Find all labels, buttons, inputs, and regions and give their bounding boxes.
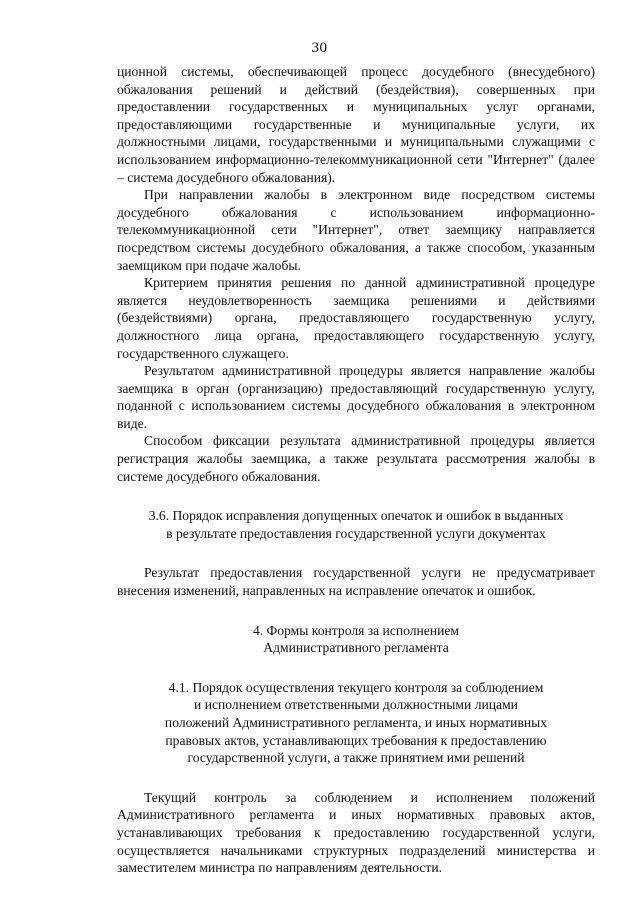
- paragraph-current-control: Текущий контроль за соблюдением и исполнением положений Административного регламента и иных нормативных правовых актов, устанавливающих требования к предоставлению государственной услуги, осуществляется начальниками структурных подразделений министерства и заместителем министра по направлениям деятельности.: [117, 789, 595, 876]
- page-number: 30: [311, 40, 328, 56]
- heading-line: 4. Формы контроля за исполнением: [252, 622, 460, 638]
- paragraph-electronic-complaint: При направлении жалобы в электронном виде посредством системы досудебного обжалования с использованием информационно-телекоммуникационной сети "Интернет", ответ заемщику направляется посредством системы досудебного обжалования, а также способом, указанным заемщиком при подаче жалобы.: [117, 187, 595, 273]
- section-4-1-heading: [117, 679, 595, 767]
- heading-line: правовых актов, устанавливающих требования к предоставлению: [165, 732, 547, 748]
- heading-line: 4.1. Порядок осуществления текущего контроля за соблюдением: [168, 679, 544, 695]
- paragraph-decision-criterion: Критерием принятия решения по данной административной процедуре является неудовлетворенность заемщика решениями и действиями (бездействиями) органа, предоставляющего государственную услугу, должностного лица органа, предоставляющего государственную услугу, государственного служащего.: [117, 275, 595, 361]
- heading-line: положений Административного регламента, и иных нормативных: [164, 715, 548, 730]
- heading-line: и исполнением ответственными должностными лицами: [194, 697, 518, 713]
- section-4-heading: [117, 622, 595, 657]
- paragraph-result-recording: Способом фиксации результата административной процедуры является регистрация жалобы заемщика, а также результата рассмотрения жалобы в системе досудебного обжалования.: [117, 433, 595, 484]
- paragraph-continuation: ционной системы, обеспечивающей процесс досудебного (внесудебного) обжалования решений и действий (бездействия), совершенных при предоставлении государственных и муниципальных услуг органами, предоставляющими государственные и муниципальные услуги, их должностными лицами, государственными и муниципальными служащими с использованием информационно-телекоммуникационной сети "Интернет" (далее – система досудебного обжалования).: [117, 64, 595, 185]
- page-content: [117, 63, 595, 877]
- section-3-6-heading: [117, 507, 595, 542]
- paragraph-procedure-result: Результатом административной процедуры является направление жалобы заемщика в орган (организацию) предоставляющий государственную услугу, поданной с использованием системы досудебного обжалования в электронном виде.: [117, 363, 595, 431]
- heading-line: государственной услуги, а также принятием ими решений: [187, 750, 525, 766]
- heading-line: 3.6. Порядок исправления допущенных опечаток и ошибок в выданных: [148, 508, 564, 524]
- heading-line: Административного регламента: [263, 640, 449, 656]
- paragraph-no-corrections: Результат предоставления государственной услуги не предусматривает внесения изменений, направленных на исправление опечаток и ошибок.: [117, 565, 595, 599]
- heading-line: в результате предоставления государственной услуги документах: [166, 525, 546, 541]
